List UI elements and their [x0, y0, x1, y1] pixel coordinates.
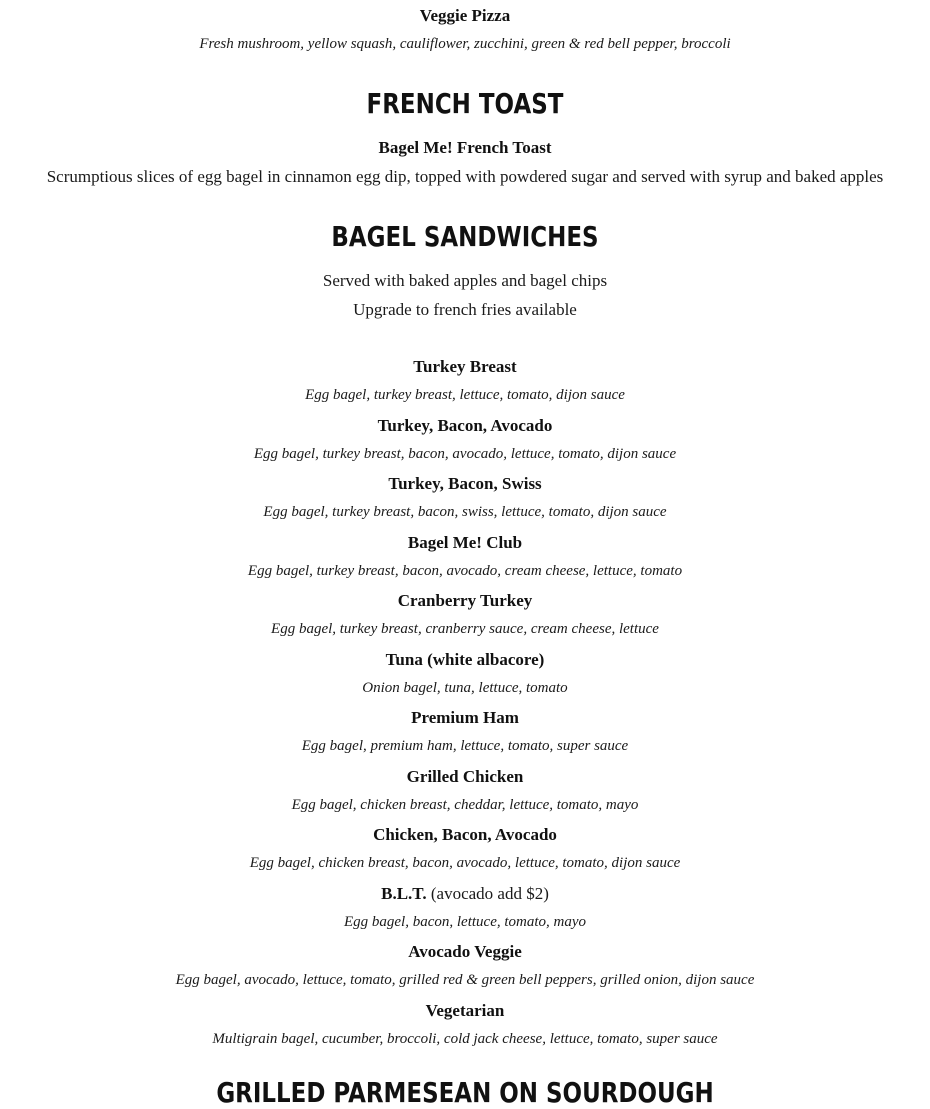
item-note-avocado-add: (avocado add $2) [430, 884, 549, 903]
item-name: Bagel Me! Club [407, 533, 523, 552]
item-desc: Egg bagel, premium ham, lettuce, tomato, super sauce [301, 738, 629, 754]
item-name: Chicken, Bacon, Avocado [373, 825, 557, 844]
item-name: Turkey, Bacon, Avocado [377, 416, 553, 435]
item-desc: Egg bagel, turkey breast, bacon, swiss, lettuce, tomato, dijon sauce [263, 504, 667, 520]
section-title-french-toast: FRENCH TOAST [366, 87, 564, 120]
item-name: Turkey, Bacon, Swiss [388, 474, 542, 493]
item-desc: Egg bagel, turkey breast, bacon, avocado, cream cheese, lettuce, tomato [247, 563, 683, 579]
item-name: Avocado Veggie [408, 942, 522, 961]
item-desc: Egg bagel, turkey breast, cranberry sauce, cream cheese, lettuce [271, 621, 659, 637]
item-name: Cranberry Turkey [397, 591, 533, 610]
item-desc-veggie-pizza: Fresh mushroom, yellow squash, cauliflower, zucchini, green & red bell pepper, broccoli [199, 36, 731, 52]
item-desc: Multigrain bagel, cucumber, broccoli, cold jack cheese, lettuce, tomato, super sauce [212, 1031, 718, 1047]
item-name: Vegetarian [425, 1001, 505, 1020]
item-desc: Egg bagel, bacon, lettuce, tomato, mayo [343, 914, 587, 930]
item-desc: Egg bagel, chicken breast, bacon, avocado, lettuce, tomato, dijon sauce [249, 855, 681, 871]
item-desc: Egg bagel, chicken breast, cheddar, lettuce, tomato, mayo [291, 797, 639, 813]
item-desc: Egg bagel, turkey breast, lettuce, tomato, dijon sauce [305, 387, 625, 403]
section-title-grilled-parmesean: GRILLED PARMESEAN ON SOURDOUGH [216, 1076, 714, 1109]
item-name-veggie-pizza: Veggie Pizza [419, 6, 511, 25]
item-heading-blt [0, 885, 930, 902]
item-name: B.L.T. [381, 884, 427, 903]
section-note-upgrade: Upgrade to french fries available [353, 300, 577, 319]
item-desc: Onion bagel, tuna, lettuce, tomato [362, 680, 568, 696]
item-name-french-toast: Bagel Me! French Toast [378, 138, 552, 157]
section-title-bagel-sandwiches: BAGEL SANDWICHES [331, 220, 599, 253]
item-name: Turkey Breast [413, 357, 517, 376]
item-name: Premium Ham [411, 708, 519, 727]
section-note-sides: Served with baked apples and bagel chips [322, 271, 608, 290]
item-desc: Egg bagel, turkey breast, bacon, avocado, lettuce, tomato, dijon sauce [253, 446, 677, 462]
item-desc: Egg bagel, avocado, lettuce, tomato, grilled red & green bell peppers, grilled onion, dijon sauce [175, 972, 755, 988]
item-name: Tuna (white albacore) [385, 650, 545, 669]
item-name: Grilled Chicken [406, 767, 524, 786]
item-desc-french-toast: Scrumptious slices of egg bagel in cinnamon egg dip, topped with powdered sugar and served with syrup and baked apples [46, 167, 884, 186]
